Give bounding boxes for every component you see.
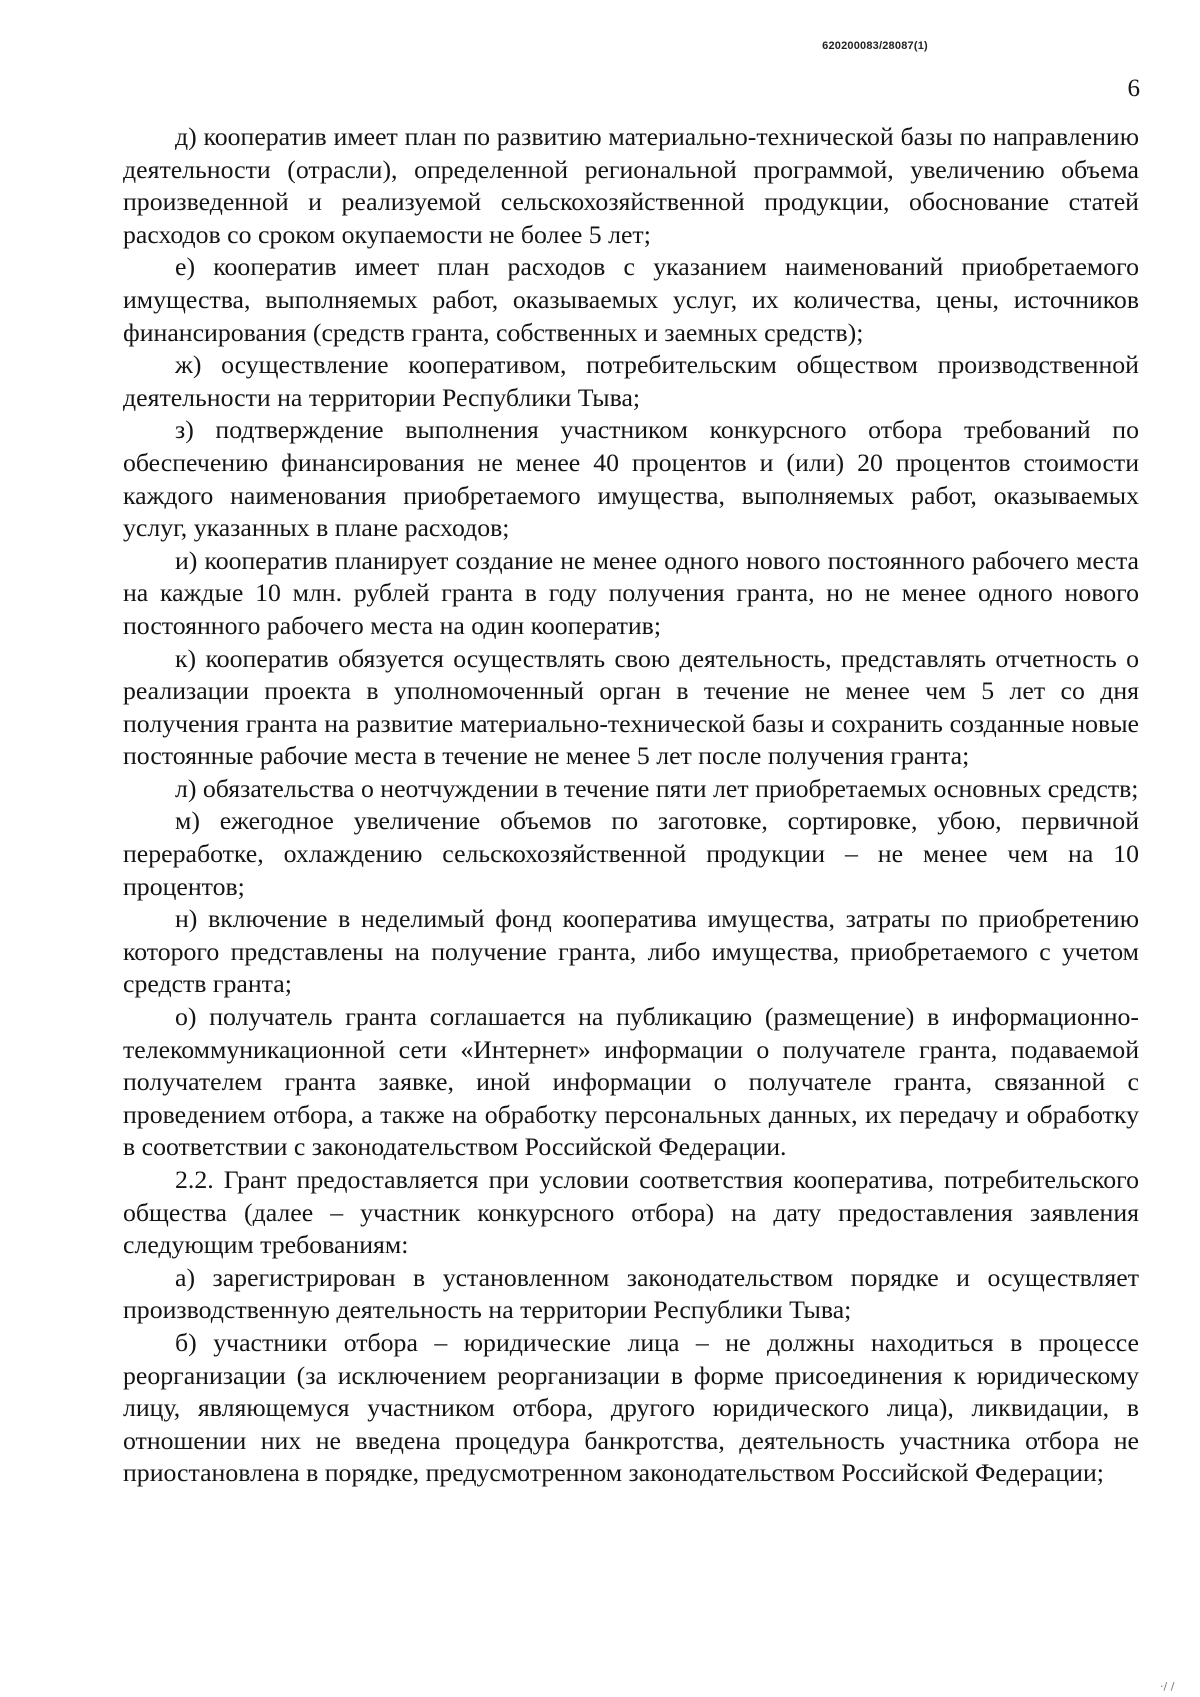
paragraph-m: м) ежегодное увеличение объемов по заготовке, сортировке, убою, первичной переработке, охлаждению сельскохозяйственной продукции – не менее чем на 10 процентов;: [123, 806, 1139, 901]
paragraph-k: к) кооператив обязуется осуществлять свою деятельность, представлять отчетность о реализации проекта в уполномоченный орган в течение не менее чем 5 лет со дня получения гранта на развитие материально-технической базы и сохранить созданные новые постоянные рабочие места в течение не менее 5 лет после получения гранта;: [123, 643, 1139, 771]
paragraph-e: е) кооператив имеет план расходов с указанием наименований приобретаемого имущества, выполняемых работ, оказываемых услуг, их количества, цены, источников финансирования (средств гранта, собственных и заемных средств);: [123, 252, 1139, 347]
paragraph-z: з) подтверждение выполнения участником конкурсного отбора требований по обеспечению финансирования не менее 40 процентов и (или) 20 процентов стоимости каждого наименования приобретаемого имущества, выполняемых работ, оказываемых услуг, указанных в плане расходов;: [123, 415, 1139, 543]
document-body: [123, 121, 1139, 1490]
paragraph-n: н) включение в неделимый фонд кооператива имущества, затраты по приобретению которого представлены на получение гранта, либо имущества, приобретаемого с учетом средств гранта;: [123, 904, 1139, 999]
corner-scan-mark: ·/ /: [1160, 1680, 1175, 1693]
paragraph-b: б) участники отбора – юридические лица – не должны находиться в процессе реорганизации (за исключением реорганизации в форме присоединения к юридическому лицу, являющемуся участником отбора, другого юридического лица), ликвидации, в отношении них не введена процедура банкротства, деятельность участника отбора не приостановлена в порядке, предусмотренном законодательством Российской Федерации;: [123, 1327, 1139, 1488]
document-id: 620200083/28087(1): [822, 40, 928, 52]
paragraph-o: о) получатель гранта соглашается на публикацию (размещение) в информационно-телекоммуникационной сети «Интернет» информации о получателе гранта, подаваемой получателем гранта заявке, иной информации о получателе гранта, связанной с проведением отбора, а также на обработку персональных данных, их передачу и обработку в соответствии с законодательством Российской Федерации.: [123, 1002, 1139, 1162]
page-number: 6: [1127, 75, 1140, 102]
paragraph-a: а) зарегистрирован в установленном законодательством порядке и осуществляет производственную деятельность на территории Республики Тыва;: [123, 1262, 1139, 1325]
paragraph-i: и) кооператив планирует создание не менее одного нового постоянного рабочего места на каждые 10 млн. рублей гранта в году получения гранта, но не менее одного нового постоянного рабочего места на один кооператив;: [123, 545, 1139, 640]
paragraph-d: д) кооператив имеет план по развитию материально-технической базы по направлению деятельности (отрасли), определенной региональной программой, увеличению объема произведенной и реализуемой сельскохозяйственной продукции, обоснование статей расходов со сроком окупаемости не более 5 лет;: [123, 122, 1139, 249]
paragraph-l: л) обязательства о неотчуждении в течение пяти лет приобретаемых основных средств;: [175, 773, 1139, 803]
paragraph-zh: ж) осуществление кооперативом, потребительским обществом производственной деятельности на территории Республики Тыва;: [123, 350, 1139, 412]
paragraph-2-2: 2.2. Грант предоставляется при условии соответствия кооператива, потребительского общества (далее – участник конкурсного отбора) на дату предоставления заявления следующим требованиям:: [123, 1165, 1139, 1260]
